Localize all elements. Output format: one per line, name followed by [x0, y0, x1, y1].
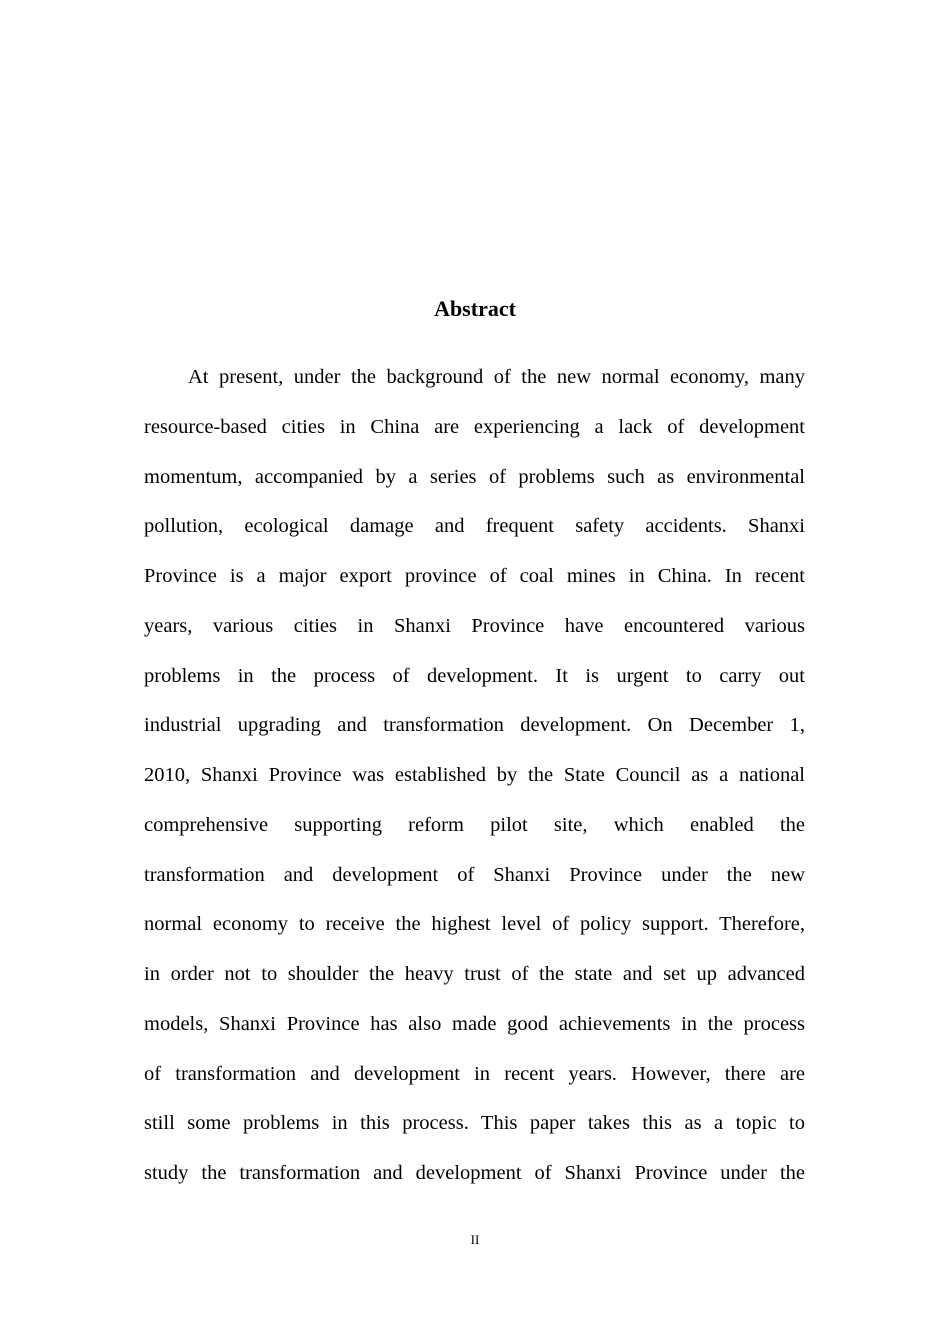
abstract-line: transformation and development of Shanxi Province under the new	[144, 863, 805, 886]
abstract-line: pollution, ecological damage and frequent safety accidents. Shanxi	[144, 515, 805, 538]
abstract-line: industrial upgrading and transformation development. On December 1,	[144, 714, 805, 737]
abstract-line: At present, under the background of the new normal economy, many	[188, 366, 805, 388]
abstract-line: normal economy to receive the highest level of policy support. Therefore,	[144, 913, 805, 936]
abstract-line: Province is a major export province of coal mines in China. In recent	[144, 565, 805, 587]
page-number: II	[470, 1232, 480, 1247]
abstract-line: still some problems in this process. This paper takes this as a topic to	[144, 1112, 805, 1135]
abstract-line: resource-based cities in China are experiencing a lack of development	[144, 415, 805, 438]
abstract-line: 2010, Shanxi Province was established by the State Council as a national	[144, 764, 805, 786]
abstract-line: models, Shanxi Province has also made good achievements in the process	[144, 1012, 805, 1035]
abstract-line: study the transformation and development of Shanxi Province under the	[144, 1162, 805, 1184]
abstract-body	[144, 353, 805, 1199]
abstract-heading: Abstract	[434, 296, 516, 321]
abstract-line: problems in the process of development. It is urgent to carry out	[144, 664, 805, 687]
abstract-line: comprehensive supporting reform pilot site, which enabled the	[144, 813, 805, 836]
abstract-line: momentum, accompanied by a series of problems such as environmental	[144, 465, 805, 488]
abstract-line: years, various cities in Shanxi Province have encountered various	[144, 614, 805, 637]
abstract-line: in order not to shoulder the heavy trust of the state and set up advanced	[144, 963, 805, 985]
abstract-line: of transformation and development in recent years. However, there are	[144, 1062, 805, 1085]
